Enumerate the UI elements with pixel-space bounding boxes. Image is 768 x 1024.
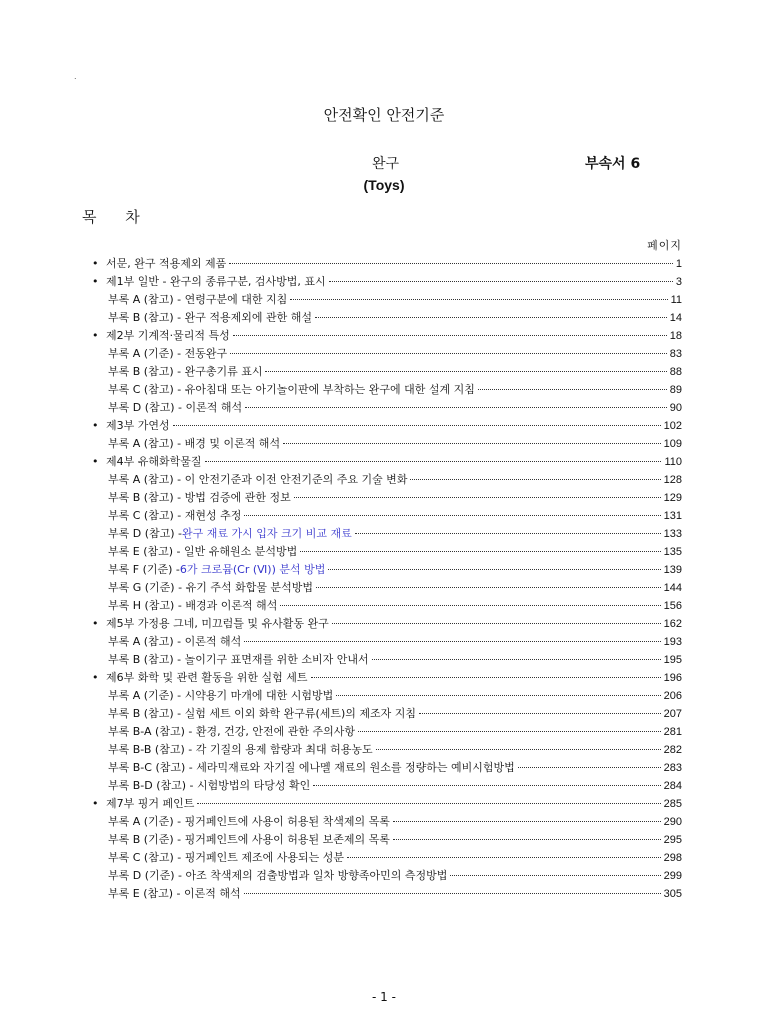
leader-dots: [290, 299, 667, 300]
toc-entry-label: 서문, 완구 적용제외 제품: [106, 257, 227, 270]
toc-entry-label: 제1부 일반 - 완구의 종류구분, 검사방법, 표시: [106, 275, 326, 288]
bullet-icon: •: [92, 419, 99, 432]
toc-entry: [92, 471, 682, 489]
leader-dots: [347, 857, 661, 858]
toc-entry-page: 281: [663, 726, 682, 738]
bullet-icon: •: [92, 797, 99, 810]
toc-entry-page: 282: [663, 744, 682, 756]
toc-entry-page: 83: [669, 348, 682, 360]
toc-entry: [92, 435, 682, 453]
toc-entry-link[interactable]: 완구 재료 가시 입자 크기 비교 재료: [182, 527, 352, 540]
leader-dots: [173, 425, 661, 426]
toc-entry-label: 부록 A (기준) - 시약용기 마개에 대한 시험방법: [108, 689, 334, 702]
toc-entry: [92, 759, 682, 777]
toc-entry-page: 139: [663, 564, 682, 576]
toc-entry: [92, 579, 682, 597]
toc-entry-label: 부록 D (기준) - 아조 착색제의 검출방법과 일차 방향족아민의 측정방법: [108, 869, 448, 882]
toc-entry-label: 제5부 가정용 그네, 미끄럼틀 및 유사활동 완구: [106, 617, 329, 630]
toc-entry-label: 제4부 유해화학물질: [106, 455, 202, 468]
leader-dots: [197, 803, 660, 804]
toc-entry: [92, 705, 682, 723]
toc-entry-label: 부록 C (참고) - 유아침대 또는 아기놀이판에 부착하는 완구에 대한 설계 지침: [108, 383, 475, 396]
document-subject: 완구: [372, 156, 400, 172]
toc-entry-label: 부록 A (기준) - 전동완구: [108, 347, 228, 360]
toc-entry: [92, 507, 682, 525]
toc-entry-page: 290: [663, 816, 682, 828]
table-of-contents: [92, 255, 682, 903]
toc-entry: [92, 687, 682, 705]
toc-entry-page: 135: [663, 546, 682, 558]
leader-dots: [233, 335, 667, 336]
toc-entry: [92, 291, 682, 309]
toc-entry-label: 부록 A (참고) - 이론적 해석: [108, 635, 242, 648]
leader-dots: [355, 533, 661, 534]
toc-entry-label: 부록 E (참고) - 일반 유해원소 분석방법: [108, 545, 298, 558]
toc-entry-label: 부록 A (참고) - 배경 및 이론적 해석: [108, 437, 281, 450]
toc-entry-page: 3: [675, 276, 682, 288]
toc-entry: [92, 651, 682, 669]
toc-entry-label: 부록 B (기준) - 핑거페인트에 사용이 허용된 보존제의 목록: [108, 833, 390, 846]
leader-dots: [294, 497, 661, 498]
toc-entry-label: 부록 D (참고) -: [108, 527, 183, 540]
toc-entry-label: 부록 B-B (참고) - 각 기질의 용제 함량과 최대 허용농도: [108, 743, 373, 756]
toc-entry-page: 129: [663, 492, 682, 504]
toc-entry: [92, 255, 682, 273]
toc-entry-page: 299: [663, 870, 682, 882]
leader-dots: [410, 479, 660, 480]
leader-dots: [419, 713, 661, 714]
toc-entry: [92, 399, 682, 417]
leader-dots: [372, 659, 661, 660]
leader-dots: [376, 749, 661, 750]
toc-entry-label: 부록 B (참고) - 실험 세트 이외 화학 완구류(세트)의 제조자 지침: [108, 707, 417, 720]
toc-entry-label: 부록 B (참고) - 완구총기류 표시: [108, 365, 263, 378]
toc-entry-page: 285: [663, 798, 682, 810]
toc-entry-page: 1: [675, 258, 682, 270]
toc-entry-label: 부록 F (기준) -: [108, 563, 180, 576]
toc-entry-label: 부록 E (참고) - 이론적 해석: [108, 887, 241, 900]
leader-dots: [244, 641, 660, 642]
leader-dots: [336, 695, 660, 696]
toc-entry: [92, 741, 682, 759]
toc-entry-page: 109: [663, 438, 682, 450]
toc-entry: [92, 885, 682, 903]
toc-entry-label: 부록 B-D (참고) - 시험방법의 타당성 확인: [108, 779, 311, 792]
toc-entry-label: 제6부 화학 및 관련 활동을 위한 실험 세트: [106, 671, 308, 684]
leader-dots: [315, 317, 667, 318]
toc-entry: [92, 381, 682, 399]
toc-entry-page: 18: [669, 330, 682, 342]
toc-entry-label: 부록 B (참고) - 방법 검증에 관한 정보: [108, 491, 291, 504]
toc-entry-label: 부록 B-A (참고) - 환경, 건강, 안전에 관한 주의사항: [108, 725, 355, 738]
toc-entry-page: 298: [663, 852, 682, 864]
toc-entry-page: 90: [669, 402, 682, 414]
toc-entry-page: 162: [663, 618, 682, 630]
leader-dots: [329, 281, 673, 282]
corner-mark: .: [74, 72, 77, 81]
toc-entry-page: 305: [663, 888, 682, 900]
toc-entry-label: 부록 D (참고) - 이론적 해석: [108, 401, 243, 414]
leader-dots: [393, 821, 661, 822]
annex-number: 부속서 6: [585, 156, 641, 172]
page-footer-number: - 1 -: [372, 990, 396, 1004]
leader-dots: [265, 371, 666, 372]
toc-entry: [92, 633, 682, 651]
toc-heading: 목 차: [82, 208, 152, 226]
toc-entry: [92, 597, 682, 615]
toc-entry: [92, 795, 682, 813]
toc-entry-page: 284: [663, 780, 682, 792]
toc-entry-page: 206: [663, 690, 682, 702]
leader-dots: [358, 731, 661, 732]
page-column-label: 페이지: [647, 239, 682, 252]
leader-dots: [244, 893, 661, 894]
english-subject: (Toys): [363, 177, 405, 193]
leader-dots: [229, 263, 673, 264]
toc-entry-label: 부록 C (참고) - 핑거페인트 제조에 사용되는 성분: [108, 851, 344, 864]
toc-entry-label: 부록 A (참고) - 이 안전기준과 이전 안전기준의 주요 기술 변화: [108, 473, 408, 486]
toc-entry-page: 131: [663, 510, 682, 522]
toc-entry-page: 196: [663, 672, 682, 684]
toc-entry-page: 102: [663, 420, 682, 432]
toc-entry: [92, 309, 682, 327]
toc-entry: [92, 363, 682, 381]
bullet-icon: •: [92, 455, 99, 468]
toc-entry: [92, 777, 682, 795]
toc-entry-page: 89: [669, 384, 682, 396]
toc-entry: [92, 723, 682, 741]
toc-entry-page: 88: [669, 366, 682, 378]
toc-entry-label: 부록 B (참고) - 놀이기구 표면재를 위한 소비자 안내서: [108, 653, 369, 666]
toc-entry-page: 110: [664, 456, 682, 468]
toc-entry-page: 195: [663, 654, 682, 666]
toc-entry-page: 11: [670, 294, 682, 306]
toc-entry: [92, 345, 682, 363]
bullet-icon: •: [92, 671, 99, 684]
toc-entry-page: 128: [663, 474, 682, 486]
leader-dots: [313, 785, 660, 786]
toc-entry-page: 133: [663, 528, 682, 540]
leader-dots: [245, 407, 667, 408]
toc-entry[interactable]: [92, 561, 682, 579]
toc-entry-page: 295: [663, 834, 682, 846]
leader-dots: [311, 677, 661, 678]
toc-entry-label: 부록 A (참고) - 연령구분에 대한 지침: [108, 293, 288, 306]
leader-dots: [393, 839, 661, 840]
toc-entry: [92, 417, 682, 435]
toc-entry: [92, 831, 682, 849]
toc-entry-label: 부록 H (참고) - 배경과 이론적 해석: [108, 599, 278, 612]
toc-entry: [92, 453, 682, 471]
toc-entry-label: 부록 C (참고) - 재현성 추정: [108, 509, 242, 522]
leader-dots: [316, 587, 661, 588]
toc-entry-page: 193: [663, 636, 682, 648]
toc-entry: [92, 813, 682, 831]
toc-entry: [92, 615, 682, 633]
toc-entry: [92, 273, 682, 291]
leader-dots: [230, 353, 667, 354]
toc-entry-label: 제3부 가연성: [106, 419, 170, 432]
leader-dots: [518, 767, 661, 768]
toc-entry: [92, 543, 682, 561]
bullet-icon: •: [92, 257, 99, 270]
toc-entry-label: 부록 B-C (참고) - 세라믹재료와 자기질 에나멜 재료의 원소를 정량하는 예비시험방법: [108, 761, 515, 774]
leader-dots: [205, 461, 662, 462]
toc-entry-label: 부록 G (기준) - 유기 주석 화합물 분석방법: [108, 581, 313, 594]
toc-entry-page: 207: [663, 708, 682, 720]
leader-dots: [332, 623, 661, 624]
leader-dots: [450, 875, 660, 876]
toc-entry-page: 144: [663, 582, 682, 594]
bullet-icon: •: [92, 329, 99, 342]
toc-entry-link[interactable]: 6가 크로뮴(Cr (Ⅵ)) 분석 방법: [179, 563, 326, 576]
bullet-icon: •: [92, 617, 99, 630]
toc-entry-page: 14: [669, 312, 682, 324]
toc-entry-label: 제2부 기계적·물리적 특성: [106, 329, 230, 342]
leader-dots: [328, 569, 660, 570]
toc-entry: [92, 489, 682, 507]
leader-dots: [478, 389, 667, 390]
toc-entry[interactable]: [92, 525, 682, 543]
toc-entry: [92, 669, 682, 687]
toc-entry-page: 156: [663, 600, 682, 612]
leader-dots: [244, 515, 660, 516]
leader-dots: [300, 551, 660, 552]
toc-entry-page: 283: [663, 762, 682, 774]
toc-entry-label: 부록 B (참고) - 완구 적용제외에 관한 해설: [108, 311, 312, 324]
bullet-icon: •: [92, 275, 99, 288]
toc-entry-label: 부록 A (기준) - 핑거페인트에 사용이 허용된 착색제의 목록: [108, 815, 390, 828]
leader-dots: [283, 443, 661, 444]
document-title: 안전확인 안전기준: [323, 106, 445, 124]
toc-entry: [92, 867, 682, 885]
leader-dots: [280, 605, 660, 606]
toc-entry-label: 제7부 핑거 페인트: [106, 797, 195, 810]
toc-entry: [92, 849, 682, 867]
toc-entry: [92, 327, 682, 345]
